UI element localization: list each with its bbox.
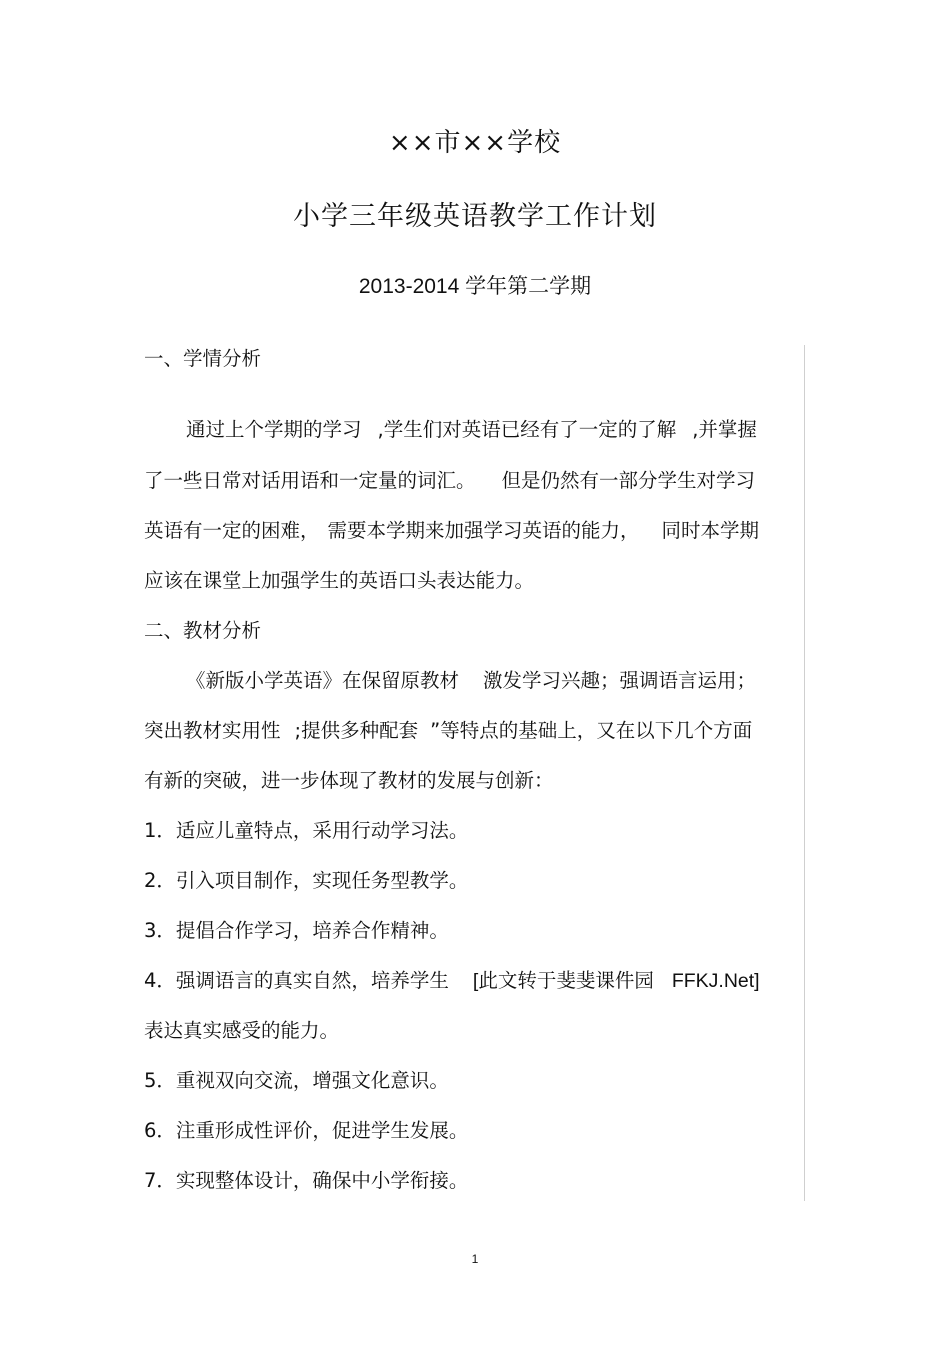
paragraph-line: 了一些日常对话用语和一定量的词汇。 但是仍然有一部分学生对学习 [144, 469, 756, 492]
document-body [144, 345, 805, 1201]
section-heading-learning-analysis: 一、学情分析 [144, 347, 262, 370]
list-item: 2．引入项目制作，实现任务型教学。 [144, 869, 469, 892]
list-item: 4．强调语言的真实自然，培养学生 [此文转于斐斐课件园 FFKJ.Net] [144, 969, 760, 992]
list-item: 6．注重形成性评价，促进学生发展。 [144, 1119, 469, 1142]
paragraph-line: 通过上个学期的学习 ,学生们对英语已经有了一定的了解 ,并掌握 [186, 418, 757, 441]
list-item: 7．实现整体设计，确保中小学衔接。 [144, 1169, 469, 1192]
paragraph-line: 突出教材实用性 ;提供多种配套 ”等特点的基础上，又在以下几个方面 [144, 719, 753, 742]
paragraph-line: 应该在课堂上加强学生的英语口头表达能力。 [144, 569, 535, 592]
list-item-continuation: 表达真实感受的能力。 [144, 1019, 340, 1042]
paragraph-line: 《新版小学英语》在保留原教材 激发学习兴趣；强调语言运用； [186, 669, 757, 692]
list-item: 5．重视双向交流，增强文化意识。 [144, 1069, 449, 1092]
paragraph-line: 英语有一定的困难， 需要本学期来加强学习英语的能力， 同时本学期 [144, 519, 760, 542]
paragraph-line: 有新的突破，进一步体现了教材的发展与创新： [144, 769, 554, 792]
school-name: ××市××学校 [388, 128, 562, 158]
list-item: 3．提倡合作学习，培养合作精神。 [144, 919, 449, 942]
section-heading-textbook-analysis: 二、教材分析 [144, 619, 262, 642]
term-subtitle: 2013-2014 学年第二学期 [358, 275, 592, 298]
list-item: 1．适应儿童特点，采用行动学习法。 [144, 819, 469, 842]
document-title: 小学三年级英语教学工作计划 [293, 201, 657, 232]
page-number: 1 [471, 1252, 479, 1266]
